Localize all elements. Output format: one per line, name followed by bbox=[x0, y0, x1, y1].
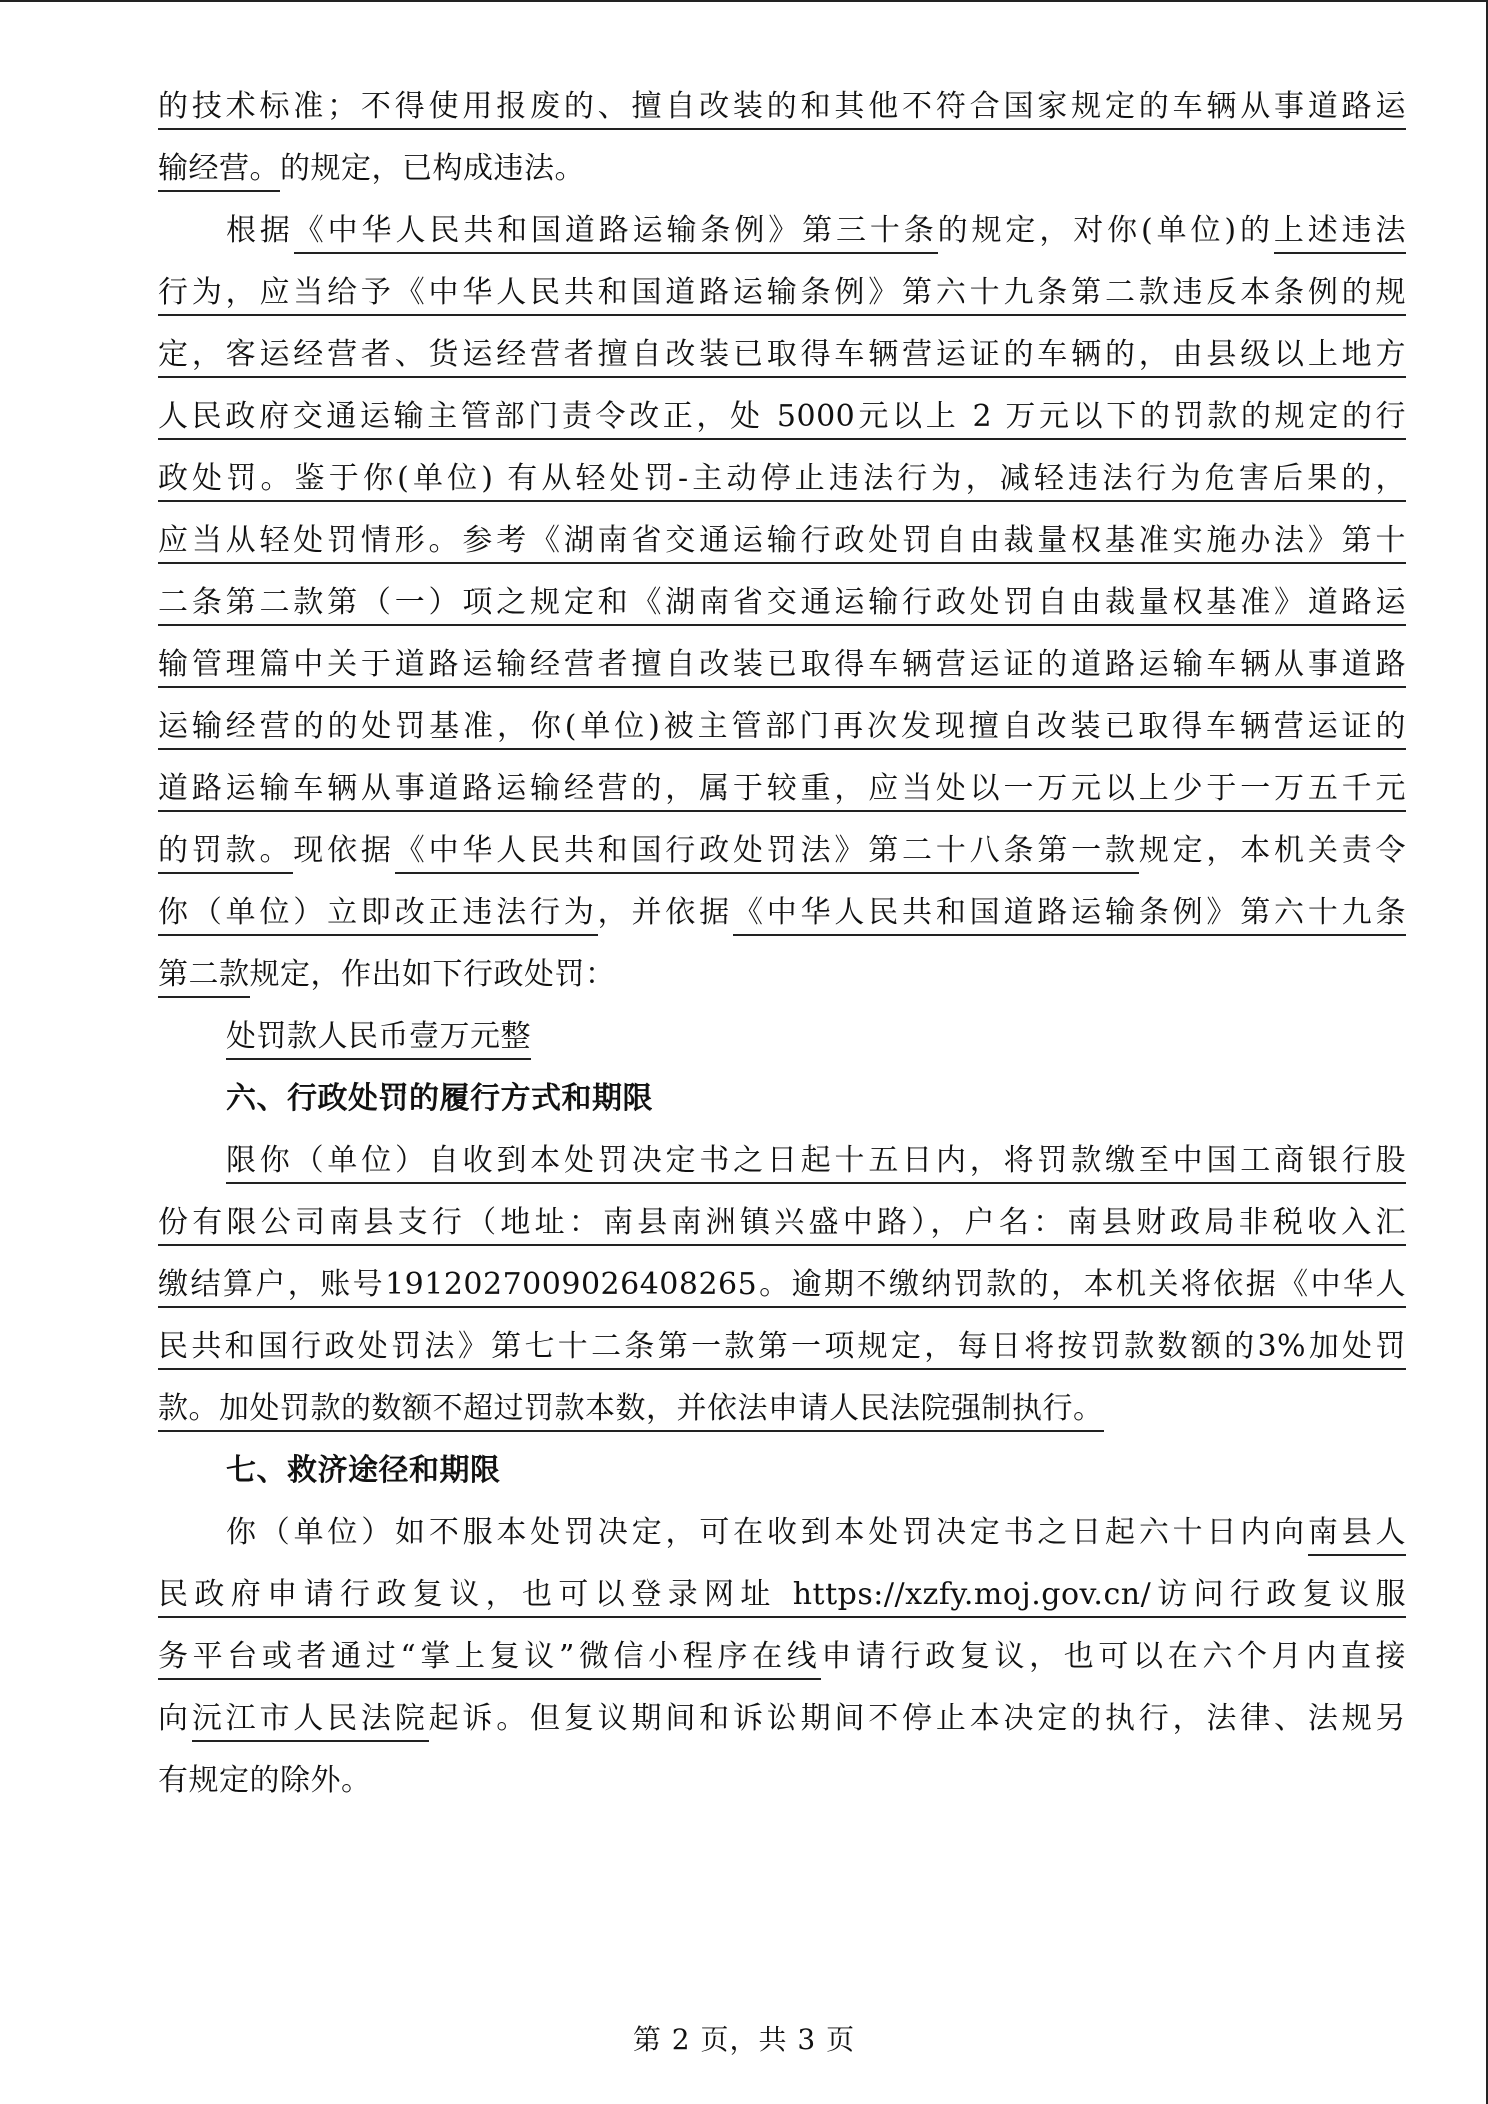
text-line bbox=[158, 944, 1406, 1006]
text-line: 缴结算户，账号1912027009026408265。逾期不缴纳罚款的，本机关将依据《中华人 bbox=[158, 1254, 1406, 1316]
plain-text: 的规定，对你(单位)的 bbox=[937, 213, 1274, 248]
page-number: 第 2 页，共 3 页 bbox=[632, 2023, 856, 2056]
underlined-text: 南县人 bbox=[1308, 1515, 1406, 1556]
text-line bbox=[158, 882, 1406, 944]
underlined-text: 上述违法 bbox=[1274, 213, 1406, 254]
underlined-text: 输经营。 bbox=[158, 151, 280, 192]
plain-text: 的规定，已构成违法。 bbox=[280, 151, 585, 186]
text-line: 的技术标准；不得使用报废的、擅自改装的和其他不符合国家规定的车辆从事道路运 bbox=[158, 76, 1406, 138]
text-line bbox=[158, 138, 1406, 200]
underlined-text: 《中华人民共和国行政处罚法》第二十八条第一款 bbox=[395, 833, 1139, 874]
text-line bbox=[158, 1564, 1406, 1626]
text-line bbox=[158, 1688, 1406, 1750]
plain-text: 你（单位）如不服本处罚决定，可在收到本处罚决定书之日起六十日内向 bbox=[226, 1515, 1308, 1550]
text-line: 政处罚。鉴于你(单位) 有从轻处罚-主动停止违法行为，减轻违法行为危害后果的， bbox=[158, 448, 1406, 510]
text-line bbox=[158, 1750, 1406, 1812]
plain-text: 根据 bbox=[226, 213, 294, 248]
section-heading: 七、救济途径和期限 bbox=[226, 1453, 501, 1488]
underlined-text: 务平台或者通过“掌上复议”微信小程序在线 bbox=[158, 1639, 821, 1680]
text-line: 输管理篇中关于道路运输经营者擅自改装已取得车辆营运证的道路运输车辆从事道路 bbox=[158, 634, 1406, 696]
text-line: 运输经营的的处罚基准，你(单位)被主管部门再次发现擅自改装已取得车辆营运证的 bbox=[158, 696, 1406, 758]
text-line: 应当从轻处罚情形。参考《湖南省交通运输行政处罚自由裁量权基准实施办法》第十 bbox=[158, 510, 1406, 572]
underlined-text: 款。加处罚款的数额不超过罚款本数，并依法申请人民法院强制执行。 bbox=[158, 1391, 1104, 1432]
plain-text: 有规定的除外。 bbox=[158, 1763, 372, 1798]
underlined-text: 《中华人民共和国道路运输条例》第六十九条 bbox=[733, 895, 1406, 936]
underlined-text: 沅江市人民法院 bbox=[192, 1701, 429, 1742]
plain-text: 规定，本机关责令 bbox=[1138, 833, 1407, 868]
text-line: 二条第二款第（一）项之规定和《湖南省交通运输行政处罚自由裁量权基准》道路运 bbox=[158, 572, 1406, 634]
plain-text: ，并依据 bbox=[597, 895, 733, 930]
plain-text: 现依据 bbox=[293, 833, 395, 868]
underlined-text: 民政府申请行政复议，也可以登录网址 https://xzfy.moj.gov.cn/访问行政复议服 bbox=[158, 1577, 1406, 1618]
text-line bbox=[158, 1006, 1406, 1068]
underlined-text: 处罚款人民币壹万元整 bbox=[226, 1019, 531, 1060]
text-line: 道路运输车辆从事道路运输经营的，属于较重，应当处以一万元以上少于一万五千元 bbox=[158, 758, 1406, 820]
text-line bbox=[158, 1378, 1406, 1440]
plain-text: 申请行政复议，也可以在六个月内直接 bbox=[821, 1639, 1406, 1674]
section-heading: 六、行政处罚的履行方式和期限 bbox=[226, 1081, 653, 1116]
document-body bbox=[158, 76, 1406, 1812]
text-line bbox=[158, 1502, 1406, 1564]
text-line: 份有限公司南县支行（地址：南县南洲镇兴盛中路），户名：南县财政局非税收入汇 bbox=[158, 1192, 1406, 1254]
text-line: 限你（单位）自收到本处罚决定书之日起十五日内，将罚款缴至中国工商银行股 bbox=[158, 1130, 1406, 1192]
text-line: 定，客运经营者、货运经营者擅自改装已取得车辆营运证的车辆的，由县级以上地方 bbox=[158, 324, 1406, 386]
text-line: 民共和国行政处罚法》第七十二条第一款第一项规定，每日将按罚款数额的3%加处罚 bbox=[158, 1316, 1406, 1378]
text-line: 人民政府交通运输主管部门责令改正，处 5000元以上 2 万元以下的罚款的规定的行 bbox=[158, 386, 1406, 448]
text-line bbox=[158, 820, 1406, 882]
text-line bbox=[158, 1626, 1406, 1688]
underlined-text: 《中华人民共和国道路运输条例》第三十条 bbox=[294, 213, 938, 254]
text-line: 行为，应当给予《中华人民共和国道路运输条例》第六十九条第二款违反本条例的规 bbox=[158, 262, 1406, 324]
plain-text: 规定，作出如下行政处罚： bbox=[249, 957, 616, 992]
underlined-text: 第二款 bbox=[158, 957, 250, 998]
plain-text: 向 bbox=[158, 1701, 192, 1736]
underlined-text: 的罚款。 bbox=[158, 833, 293, 874]
underlined-text: 你（单位）立即改正违法行为 bbox=[158, 895, 598, 936]
plain-text: 起诉。但复议期间和诉讼期间不停止本决定的执行，法律、法规另 bbox=[428, 1701, 1407, 1736]
text-line bbox=[158, 200, 1406, 262]
